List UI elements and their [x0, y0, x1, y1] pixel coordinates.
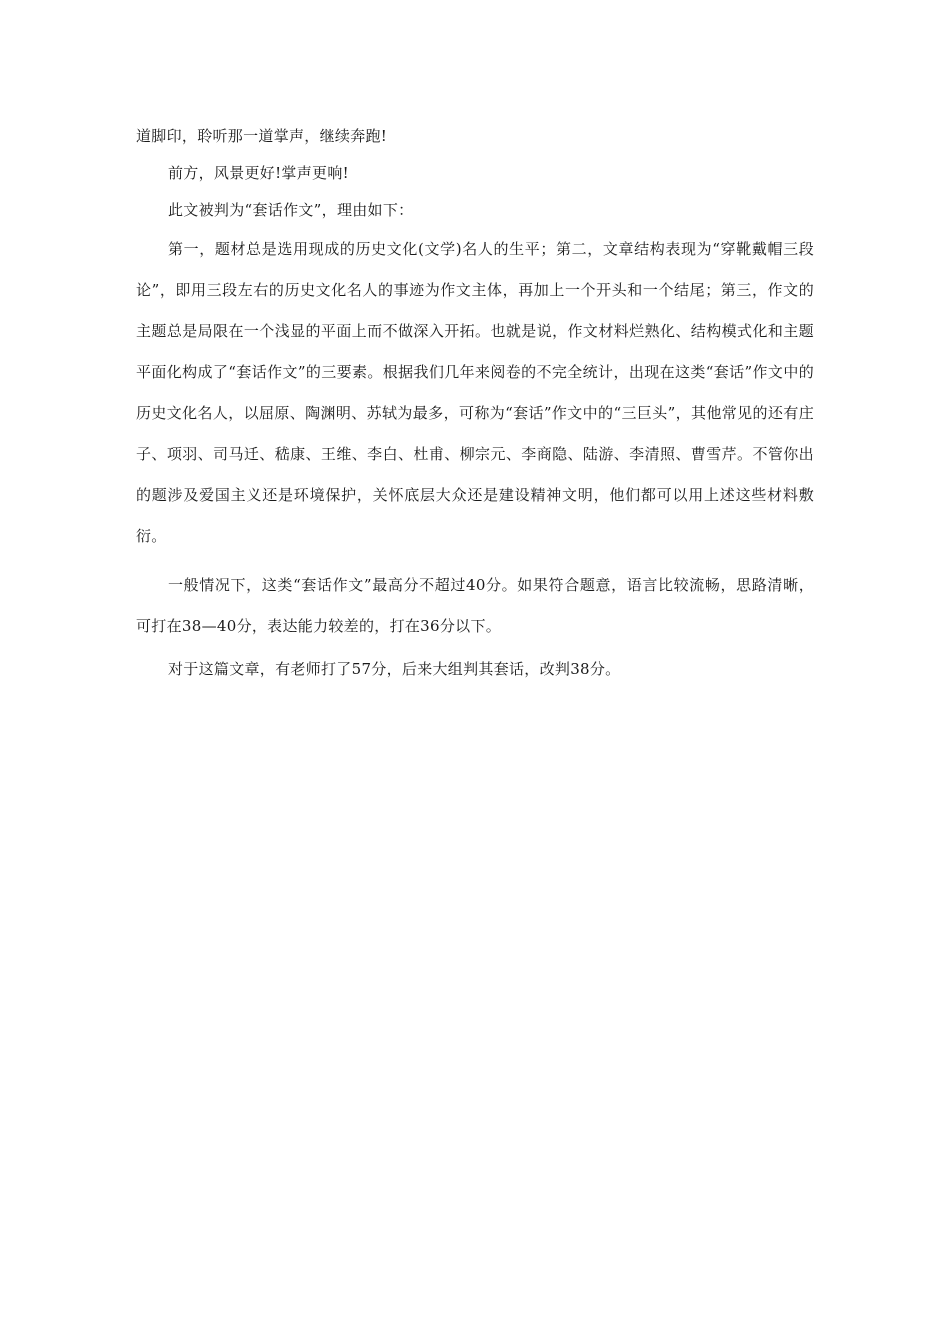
paragraph-scoring-rule: 一般情况下，这类“套话作文”最高分不超过40分。如果符合题意，语言比较流畅，思路清晰，可打在38—40分，表达能力较差的，打在36分以下。: [136, 576, 814, 635]
paragraph-judgement-intro: 此文被判为“套话作文”，理由如下：: [168, 201, 414, 219]
document-body: [136, 118, 814, 688]
paragraph-continuation: 道脚印，聆听那一道掌声，继续奔跑!: [136, 127, 388, 145]
paragraph-final-score: 对于这篇文章，有老师打了57分，后来大组判其套话，改判38分。: [168, 660, 621, 678]
paragraph-scenery: 前方，风景更好!掌声更响!: [168, 164, 349, 182]
paragraph-reasons: 第一，题材总是选用现成的历史文化(文学)名人的生平；第二，文章结构表现为“穿靴戴帽三段论”，即用三段左右的历史文化名人的事迹为作文主体，再加上一个开头和一个结尾；第三，作文的主题总是局限在一个浅显的平面上而不做深入开拓。也就是说，作文材料烂熟化、结构模式化和主题平面化构成了“套话作文”的三要素。根据我们几年来阅卷的不完全统计，出现在这类“套话”作文中的历史文化名人，以屈原、陶渊明、苏轼为最多，可称为“套话”作文中的“三巨头”，其他常见的还有庄子、项羽、司马迁、嵇康、王维、李白、杜甫、柳宗元、李商隐、陆游、李清照、曹雪芹。不管你出的题涉及爱国主义还是环境保护，关怀底层大众还是建设精神文明，他们都可以用上述这些材料敷衍。: [136, 240, 814, 545]
